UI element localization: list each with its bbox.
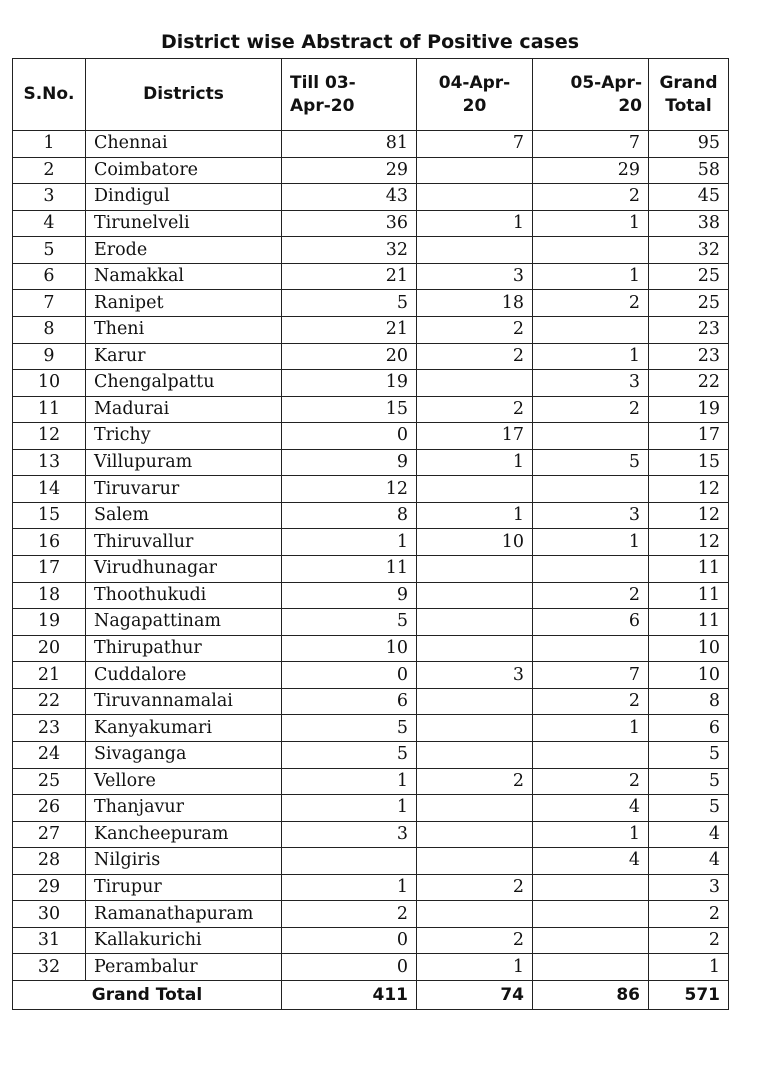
cell-sno: 3 [13,184,86,211]
cell-till03: 1 [282,529,417,556]
cell-04apr: 1 [417,210,533,237]
cell-district: Nagapattinam [86,609,282,636]
cell-till03: 0 [282,954,417,981]
table-row [13,396,729,423]
grand-total-row [13,981,729,1010]
cell-till03: 43 [282,184,417,211]
cell-district: Salem [86,502,282,529]
grand-total-label: Grand Total [13,981,282,1010]
cell-sno: 9 [13,343,86,370]
cell-till03: 29 [282,157,417,184]
cell-sno: 21 [13,662,86,689]
cell-district: Sivaganga [86,741,282,768]
cell-05apr: 2 [533,184,649,211]
cell-district: Virudhunagar [86,556,282,583]
cell-04apr [417,688,533,715]
cell-05apr [533,423,649,450]
cell-grand-total: 4 [649,848,729,875]
cell-05apr: 5 [533,449,649,476]
cell-04apr [417,370,533,397]
cell-sno: 18 [13,582,86,609]
table-row [13,768,729,795]
cell-sno: 12 [13,423,86,450]
cell-05apr: 1 [533,210,649,237]
cell-grand-total: 95 [649,131,729,158]
cell-district: Karur [86,343,282,370]
cell-grand-total: 11 [649,609,729,636]
cell-district: Tiruvannamalai [86,688,282,715]
cell-till03: 21 [282,263,417,290]
cell-district: Cuddalore [86,662,282,689]
table-row [13,556,729,583]
header-grand-total: Grand Total [649,59,729,131]
cell-04apr: 3 [417,662,533,689]
cell-sno: 5 [13,237,86,264]
table-row [13,954,729,981]
cell-05apr [533,635,649,662]
cell-sno: 31 [13,927,86,954]
cell-sno: 28 [13,848,86,875]
cell-grand-total: 38 [649,210,729,237]
cell-04apr [417,609,533,636]
grand-total-till03: 411 [282,981,417,1010]
cell-grand-total: 10 [649,635,729,662]
cell-sno: 15 [13,502,86,529]
cell-04apr: 1 [417,502,533,529]
cell-grand-total: 8 [649,688,729,715]
cell-sno: 17 [13,556,86,583]
cell-04apr: 10 [417,529,533,556]
cell-05apr: 2 [533,582,649,609]
cell-district: Trichy [86,423,282,450]
document-title: District wise Abstract of Positive cases [160,31,580,53]
cell-04apr: 2 [417,768,533,795]
cell-05apr: 7 [533,131,649,158]
cell-grand-total: 22 [649,370,729,397]
cell-till03: 19 [282,370,417,397]
cell-sno: 4 [13,210,86,237]
cell-04apr [417,901,533,928]
cell-sno: 22 [13,688,86,715]
cell-grand-total: 23 [649,343,729,370]
cell-sno: 26 [13,795,86,822]
cell-sno: 29 [13,874,86,901]
cell-sno: 30 [13,901,86,928]
table-body [13,131,729,981]
cell-district: Chengalpattu [86,370,282,397]
header-till-03-apr: Till 03- Apr-20 [282,59,417,131]
cases-table [12,58,729,1010]
cell-04apr: 1 [417,954,533,981]
cell-grand-total: 1 [649,954,729,981]
cell-till03: 15 [282,396,417,423]
cell-till03 [282,848,417,875]
cell-till03: 81 [282,131,417,158]
cell-04apr: 3 [417,263,533,290]
table-row [13,688,729,715]
cell-district: Thirupathur [86,635,282,662]
cell-sno: 1 [13,131,86,158]
cell-grand-total: 11 [649,556,729,583]
table-row [13,715,729,742]
table-header-row [13,59,729,131]
cell-sno: 27 [13,821,86,848]
cell-04apr: 1 [417,449,533,476]
table-row [13,316,729,343]
table-row [13,343,729,370]
cell-grand-total: 4 [649,821,729,848]
cell-till03: 8 [282,502,417,529]
table-row [13,290,729,317]
cell-till03: 11 [282,556,417,583]
cell-till03: 9 [282,582,417,609]
cell-district: Kallakurichi [86,927,282,954]
cell-05apr [533,954,649,981]
cell-district: Thanjavur [86,795,282,822]
cell-05apr: 1 [533,343,649,370]
cell-sno: 8 [13,316,86,343]
cell-sno: 7 [13,290,86,317]
cell-05apr: 7 [533,662,649,689]
cell-district: Madurai [86,396,282,423]
cell-05apr: 1 [533,529,649,556]
cell-04apr [417,635,533,662]
cell-04apr [417,741,533,768]
cell-grand-total: 19 [649,396,729,423]
cell-district: Tirunelveli [86,210,282,237]
cell-05apr: 2 [533,290,649,317]
cell-04apr [417,848,533,875]
cell-sno: 14 [13,476,86,503]
cell-district: Namakkal [86,263,282,290]
cell-grand-total: 15 [649,449,729,476]
table-row [13,210,729,237]
cell-sno: 2 [13,157,86,184]
cell-district: Kanyakumari [86,715,282,742]
table-row [13,449,729,476]
cell-04apr [417,556,533,583]
cell-till03: 1 [282,768,417,795]
cell-05apr [533,556,649,583]
table-row [13,901,729,928]
cell-04apr [417,795,533,822]
grand-total-04apr: 74 [417,981,533,1010]
table-row [13,423,729,450]
cell-district: Villupuram [86,449,282,476]
cell-05apr: 29 [533,157,649,184]
cell-district: Ranipet [86,290,282,317]
grand-total-value: 571 [649,981,729,1010]
cell-sno: 6 [13,263,86,290]
cell-grand-total: 17 [649,423,729,450]
cell-grand-total: 12 [649,529,729,556]
cell-05apr [533,316,649,343]
table-row [13,157,729,184]
table-row [13,502,729,529]
cell-05apr: 1 [533,821,649,848]
table-row [13,582,729,609]
cell-district: Theni [86,316,282,343]
cell-till03: 32 [282,237,417,264]
cell-till03: 1 [282,874,417,901]
cell-05apr [533,927,649,954]
cell-05apr [533,476,649,503]
cell-district: Chennai [86,131,282,158]
table-row [13,529,729,556]
cell-sno: 13 [13,449,86,476]
cell-till03: 2 [282,901,417,928]
cell-district: Nilgiris [86,848,282,875]
cell-04apr: 2 [417,343,533,370]
cell-04apr [417,582,533,609]
cell-grand-total: 11 [649,582,729,609]
cell-till03: 0 [282,662,417,689]
cell-till03: 5 [282,609,417,636]
cell-05apr: 2 [533,688,649,715]
cell-04apr: 2 [417,396,533,423]
cell-till03: 0 [282,423,417,450]
cell-grand-total: 32 [649,237,729,264]
cell-till03: 5 [282,290,417,317]
cell-grand-total: 6 [649,715,729,742]
cell-05apr: 2 [533,768,649,795]
cell-grand-total: 5 [649,741,729,768]
cell-grand-total: 45 [649,184,729,211]
cell-grand-total: 58 [649,157,729,184]
cell-05apr: 2 [533,396,649,423]
cell-04apr [417,476,533,503]
cell-05apr [533,874,649,901]
table-row [13,821,729,848]
cell-grand-total: 23 [649,316,729,343]
table-row [13,635,729,662]
cell-grand-total: 2 [649,927,729,954]
table-row [13,874,729,901]
cell-05apr: 4 [533,848,649,875]
cell-04apr [417,821,533,848]
cell-05apr: 3 [533,370,649,397]
cell-grand-total: 10 [649,662,729,689]
cell-district: Perambalur [86,954,282,981]
cell-05apr: 1 [533,263,649,290]
cell-05apr [533,237,649,264]
cell-district: Ramanathapuram [86,901,282,928]
cell-district: Thoothukudi [86,582,282,609]
header-sno: S.No. [13,59,86,131]
table-row [13,370,729,397]
cell-grand-total: 12 [649,476,729,503]
table-row [13,237,729,264]
cell-05apr [533,741,649,768]
cell-05apr: 1 [533,715,649,742]
cell-sno: 11 [13,396,86,423]
cell-04apr: 18 [417,290,533,317]
table-row [13,662,729,689]
cell-till03: 36 [282,210,417,237]
cell-04apr: 2 [417,874,533,901]
table-row [13,741,729,768]
cell-district: Dindigul [86,184,282,211]
header-04-apr: 04-Apr- 20 [417,59,533,131]
cell-district: Vellore [86,768,282,795]
cell-till03: 0 [282,927,417,954]
cell-05apr [533,901,649,928]
cell-sno: 16 [13,529,86,556]
cell-till03: 6 [282,688,417,715]
cell-district: Tirupur [86,874,282,901]
header-05-apr: 05-Apr- 20 [533,59,649,131]
cell-till03: 20 [282,343,417,370]
cell-grand-total: 2 [649,901,729,928]
cell-till03: 21 [282,316,417,343]
cell-05apr: 4 [533,795,649,822]
cell-05apr: 6 [533,609,649,636]
cell-grand-total: 5 [649,768,729,795]
cell-till03: 3 [282,821,417,848]
cell-04apr [417,237,533,264]
cell-sno: 32 [13,954,86,981]
table-row [13,263,729,290]
cell-04apr [417,157,533,184]
cell-grand-total: 25 [649,290,729,317]
cell-grand-total: 5 [649,795,729,822]
table-row [13,927,729,954]
cell-till03: 10 [282,635,417,662]
header-districts: Districts [86,59,282,131]
cell-04apr: 2 [417,927,533,954]
cell-till03: 5 [282,741,417,768]
cell-district: Thiruvallur [86,529,282,556]
cell-grand-total: 3 [649,874,729,901]
cell-grand-total: 12 [649,502,729,529]
cell-district: Erode [86,237,282,264]
grand-total-05apr: 86 [533,981,649,1010]
cell-04apr: 2 [417,316,533,343]
cell-sno: 24 [13,741,86,768]
cell-04apr: 17 [417,423,533,450]
table-row [13,131,729,158]
table-row [13,184,729,211]
cell-district: Coimbatore [86,157,282,184]
table-row [13,476,729,503]
cell-sno: 10 [13,370,86,397]
cell-district: Kancheepuram [86,821,282,848]
table-row [13,609,729,636]
cell-till03: 12 [282,476,417,503]
cell-04apr: 7 [417,131,533,158]
table-row [13,848,729,875]
cell-04apr [417,184,533,211]
cell-grand-total: 25 [649,263,729,290]
cell-district: Tiruvarur [86,476,282,503]
cell-sno: 20 [13,635,86,662]
cell-till03: 1 [282,795,417,822]
cell-sno: 25 [13,768,86,795]
cell-04apr [417,715,533,742]
cell-till03: 5 [282,715,417,742]
table-row [13,795,729,822]
cell-sno: 23 [13,715,86,742]
cell-05apr: 3 [533,502,649,529]
cell-sno: 19 [13,609,86,636]
cell-till03: 9 [282,449,417,476]
